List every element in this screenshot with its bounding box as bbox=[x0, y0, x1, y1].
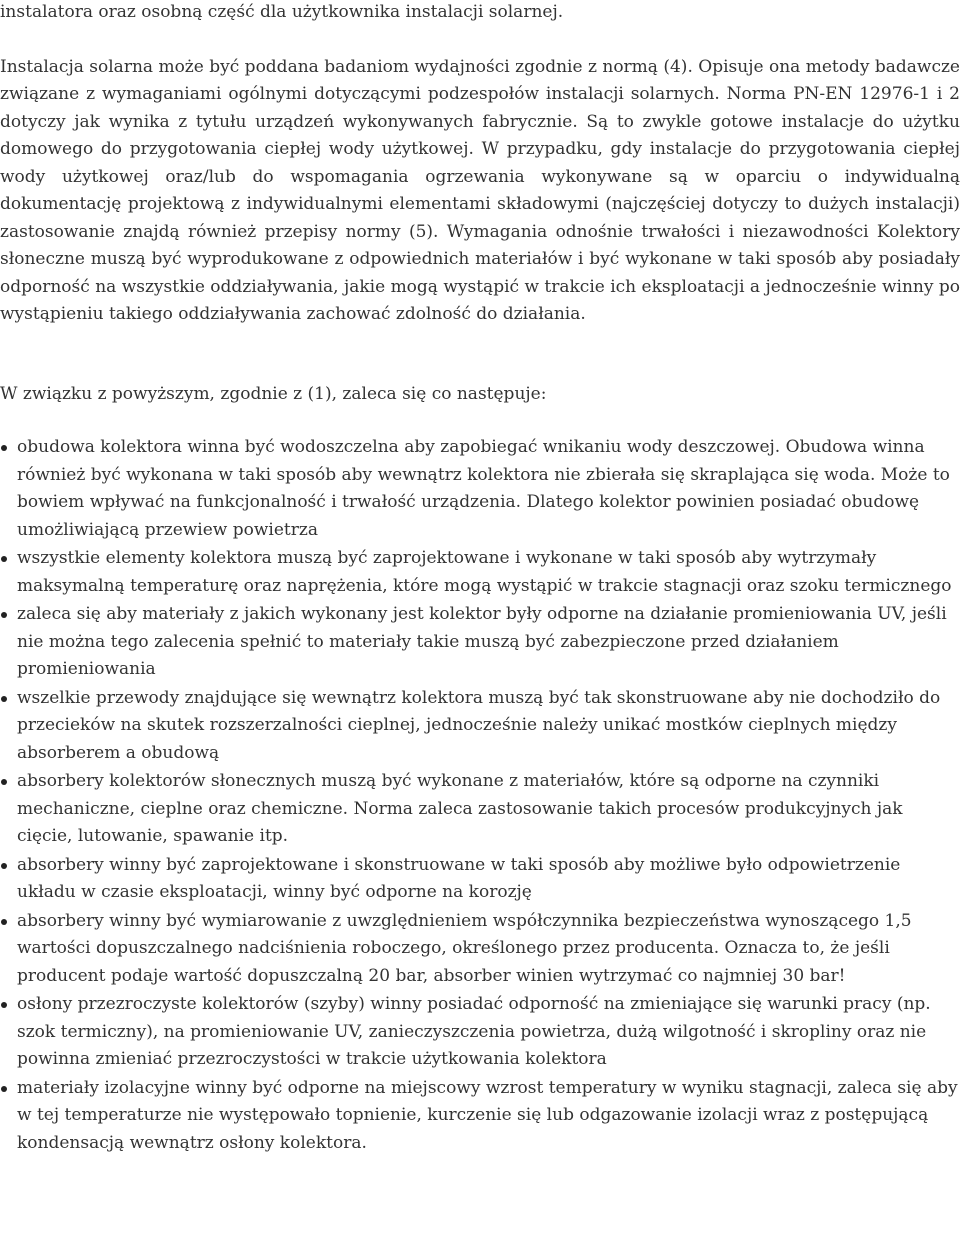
recommendations-lead-in: W związku z powyższym, zgodnie z (1), zaleca się co następuje: bbox=[0, 383, 547, 404]
list-item: absorbery winny być zaprojektowane i skonstruowane w taki sposób aby możliwe było odpowietrzenie układu w czasie eksploatacji, winny być odporne na korozję bbox=[0, 852, 960, 907]
requirements-list bbox=[0, 434, 960, 1157]
list-item: wszystkie elementy kolektora muszą być zaprojektowane i wykonane w taki sposób aby wytrzymały maksymalną temperaturę oraz naprężenia, które mogą wystąpić w trakcie stagnacji oraz szoku termicznego bbox=[0, 545, 960, 600]
list-item: wszelkie przewody znajdujące się wewnątrz kolektora muszą być tak skonstruowane aby nie dochodziło do przecieków na skutek rozszerzalności cieplnej, jednocześnie należy unikać mostków cieplnych między absorberem a obudową bbox=[0, 685, 960, 768]
list-item: materiały izolacyjne winny być odporne na miejscowy wzrost temperatury w wyniku stagnacji, zaleca się aby w tej temperaturze nie występowało topnienie, kurczenie się lub odgazowanie izolacji wraz z postępującą kondensacją wewnątrz osłony kolektora. bbox=[0, 1075, 960, 1158]
list-item: obudowa kolektora winna być wodoszczelna aby zapobiegać wnikaniu wody deszczowej. Obudowa winna również być wykonana w taki sposób aby wewnątrz kolektora nie zbierała się skraplająca się woda. Może to bowiem wpływać na funkcjonalność i trwałość urządzenia. Dlatego kolektor powinien posiadać obudowę umożliwiającą przewiew powietrza bbox=[0, 434, 960, 544]
list-item: absorbery kolektorów słonecznych muszą być wykonane z materiałów, które są odporne na czynniki mechaniczne, cieplne oraz chemiczne. Norma zaleca zastosowanie takich procesów produkcyjnych jak cięcie, lutowanie, spawanie itp. bbox=[0, 768, 960, 851]
list-item: absorbery winny być wymiarowanie z uwzględnieniem współczynnika bezpieczeństwa wynoszącego 1,5 wartości dopuszczalnego nadciśnienia roboczego, określonego przez producenta. Oznacza to, że jeśli producent podaje wartość dopuszczalną 20 bar, absorber winien wytrzymać co najmniej 30 bar! bbox=[0, 908, 960, 991]
list-item: zaleca się aby materiały z jakich wykonany jest kolektor były odporne na działanie promieniowania UV, jeśli nie można tego zalecenia spełnić to materiały takie muszą być zabezpieczone przed działaniem promieniowania bbox=[0, 601, 960, 684]
list-item: osłony przezroczyste kolektorów (szyby) winny posiadać odporność na zmieniające się warunki pracy (np. szok termiczny), na promieniowanie UV, zanieczyszczenia powietrza, dużą wilgotność i skropliny oraz nie powinna zmieniać przezroczystości w trakcie użytkowania kolektora bbox=[0, 991, 960, 1074]
body-paragraph: Instalacja solarna może być poddana badaniom wydajności zgodnie z normą (4). Opisuje ona metody badawcze związane z wymaganiami ogólnymi dotyczącymi podzespołów instalacji solarnych. Norma PN-EN 12976-1 i 2 dotyczy jak wynika z tytułu urządzeń wykonywanych fabrycznie. Są to zwykle gotowe instalacje do użytku domowego do przygotowania ciepłej wody użytkowej. W przypadku, gdy instalacje do przygotowania ciepłej wody użytkowej oraz/lub do wspomagania ogrzewania wykonywane są w oparciu o indywidualną dokumentację projektową z indywidualnymi elementami składowymi (najczęściej dotyczy to dużych instalacji) zastosowanie znajdą również przepisy normy (5). Wymagania odnośnie trwałości i niezawodności Kolektory słoneczne muszą być wyprodukowane z odpowiednich materiałów i być wykonane w taki sposób aby posiadały odporność na wszystkie oddziaływania, jakie mogą wystąpić w trakcie ich eksploatacji a jednocześnie winny po wystąpieniu takiego oddziaływania zachować zdolność do działania. bbox=[0, 56, 960, 324]
intro-line: instalatora oraz osobną część dla użytkownika instalacji solarnej. bbox=[0, 2, 564, 22]
